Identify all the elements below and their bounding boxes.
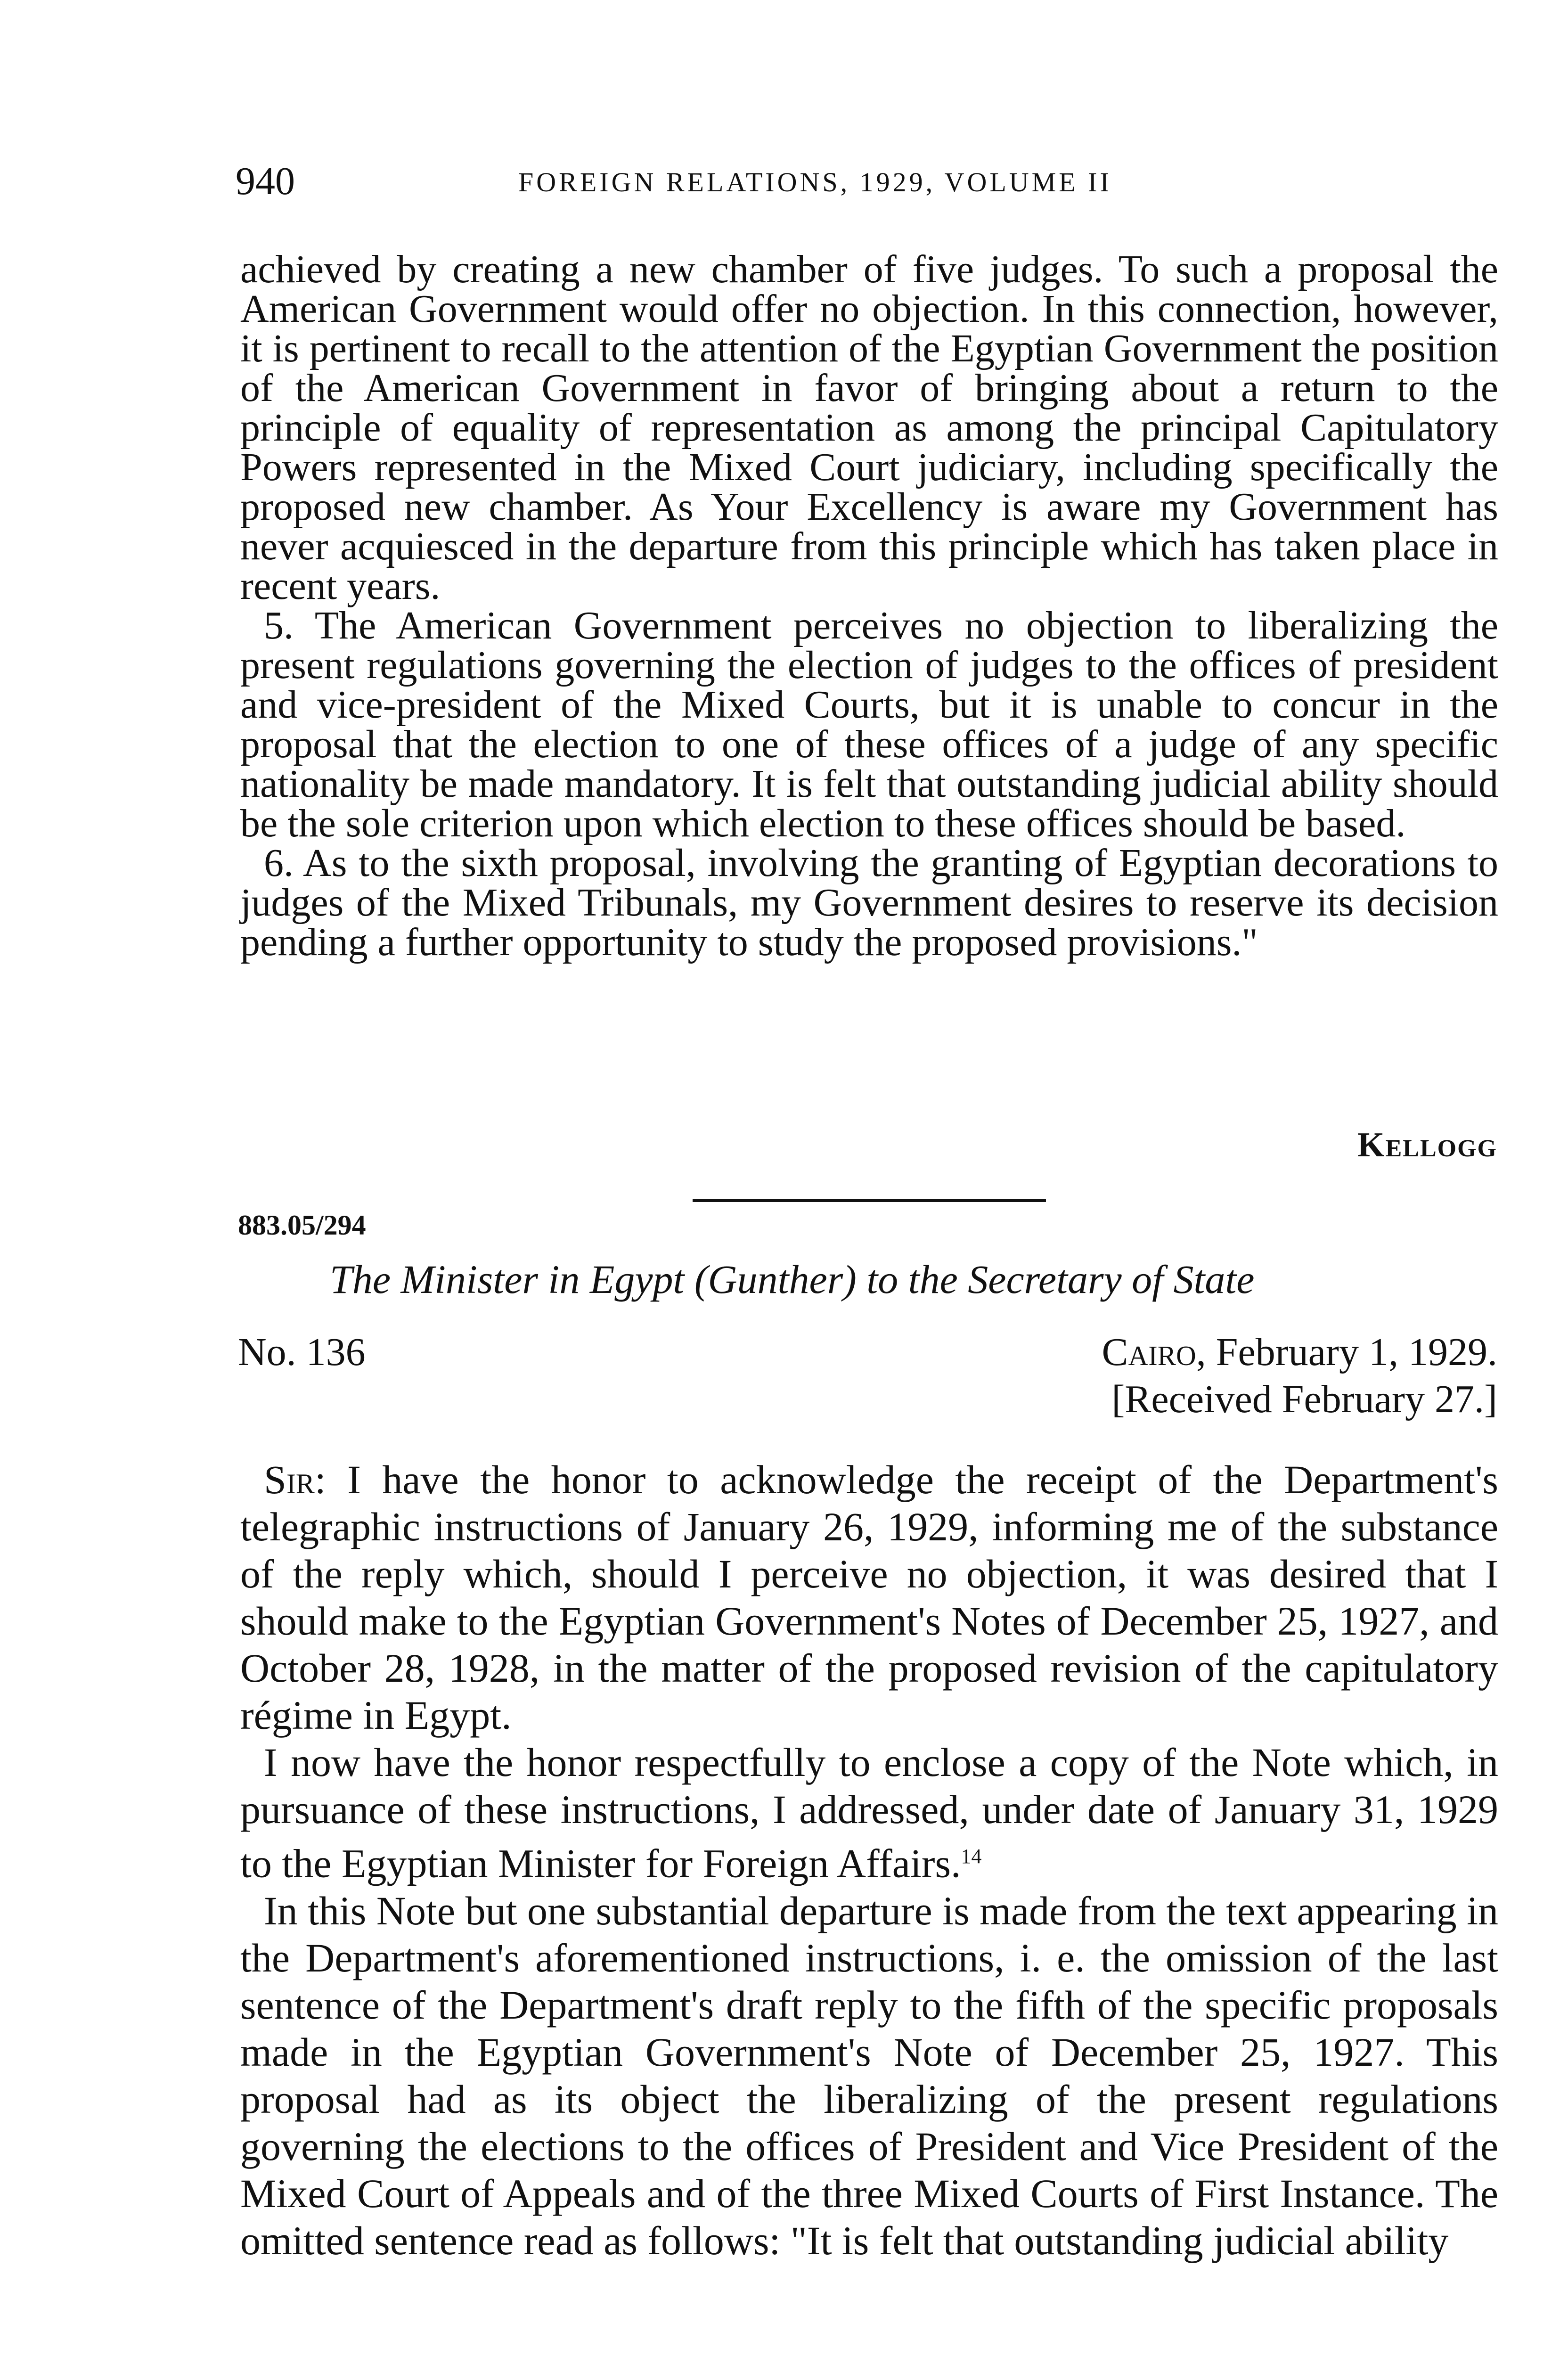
letter-body (240, 1456, 1498, 2264)
letter-date: February 1, 1929. (1216, 1330, 1497, 1374)
paragraph-point-6: 6. As to the sixth proposal, involving the granting of Egyptian decorations to judges of the Mixed Tribunals, my Government desires to reserve its decision pending a further opportunity to study the proposed provisions." (240, 841, 1498, 964)
letter-paragraph-1-text: I have the honor to acknowledge the receipt of the Department's telegraphic instructions of January 26, 1929, informing me of the substance of the reply which, should I perceive no objection, it was desired that I should make to the Egyptian Government's Notes of December 25, 1927, and October 28, 1928, in the matter of the proposed revision of the capitulatory régime in Egypt. (240, 1457, 1499, 1738)
signature-kellogg: Kellogg (1357, 1126, 1497, 1164)
letter-paragraph-2-text: I now have the honor respectfully to enclose a copy of the Note which, in pursuance of these instructions, I addressed, under date of January 31, 1929 to the Egyptian Minister for Foreign Affairs. (240, 1740, 1498, 1886)
date-line (1102, 1329, 1497, 1376)
section-divider (693, 1199, 1046, 1202)
document-title: The Minister in Egypt (Gunther) to the Secretary of State (330, 1257, 1255, 1302)
paragraph-continued: achieved by creating a new chamber of five judges. To such a proposal the American Government would offer no objection. In this connection, however, it is pertinent to recall to the attention of the Egyptian Government the position of the American Government in favor of bringing about a return to the principle of equality of representation as among the principal Capitulatory Powers represented in the Mixed Court judiciary, including specifically the proposed new chamber. As Your Excellency is aware my Government has never acquiesced in the departure from this principle which has taken place in recent years. (240, 247, 1498, 608)
letter-paragraph-3: In this Note but one substantial departure is made from the text appearing in the Department's aforementioned instructions, i. e. the omission of the last sentence of the Department's draft reply to the fifth of the specific proposals made in the Egyptian Government's Note of December 25, 1927. This proposal had as its object the liberalizing of the present regulations governing the elections to the offices of President and Vice President of the Mixed Court of Appeals and of the three Mixed Courts of First Instance. The omitted sentence read as follows: "It is felt that outstanding judicial ability (240, 1888, 1498, 2263)
place-name: Cairo, (1102, 1330, 1206, 1374)
letter-paragraph-2 (240, 1739, 1498, 1887)
salutation: Sir: (264, 1457, 326, 1502)
file-number: 883.05/294 (238, 1210, 366, 1241)
footnote-reference: 14 (961, 1845, 982, 1868)
dateline (1102, 1329, 1497, 1423)
letter-paragraph-1 (240, 1456, 1498, 1739)
page-number: 940 (236, 159, 295, 203)
paragraph-point-5: 5. The American Government perceives no objection to liberalizing the present regulations governing the election of judges to the offices of president and vice-president of the Mixed Courts, but it is unable to concur in the proposal that the election to one of these offices of a judge of any specific nationality be made mandatory. It is felt that outstanding judicial ability should be the sole criterion upon which election to these offices should be based. (240, 604, 1498, 845)
running-head: FOREIGN RELATIONS, 1929, VOLUME II (518, 167, 1112, 197)
page-header (236, 158, 1508, 210)
received-date: [Received February 27.] (1111, 1377, 1497, 1421)
document-number: No. 136 (238, 1330, 366, 1374)
continued-note-text (240, 247, 1498, 964)
